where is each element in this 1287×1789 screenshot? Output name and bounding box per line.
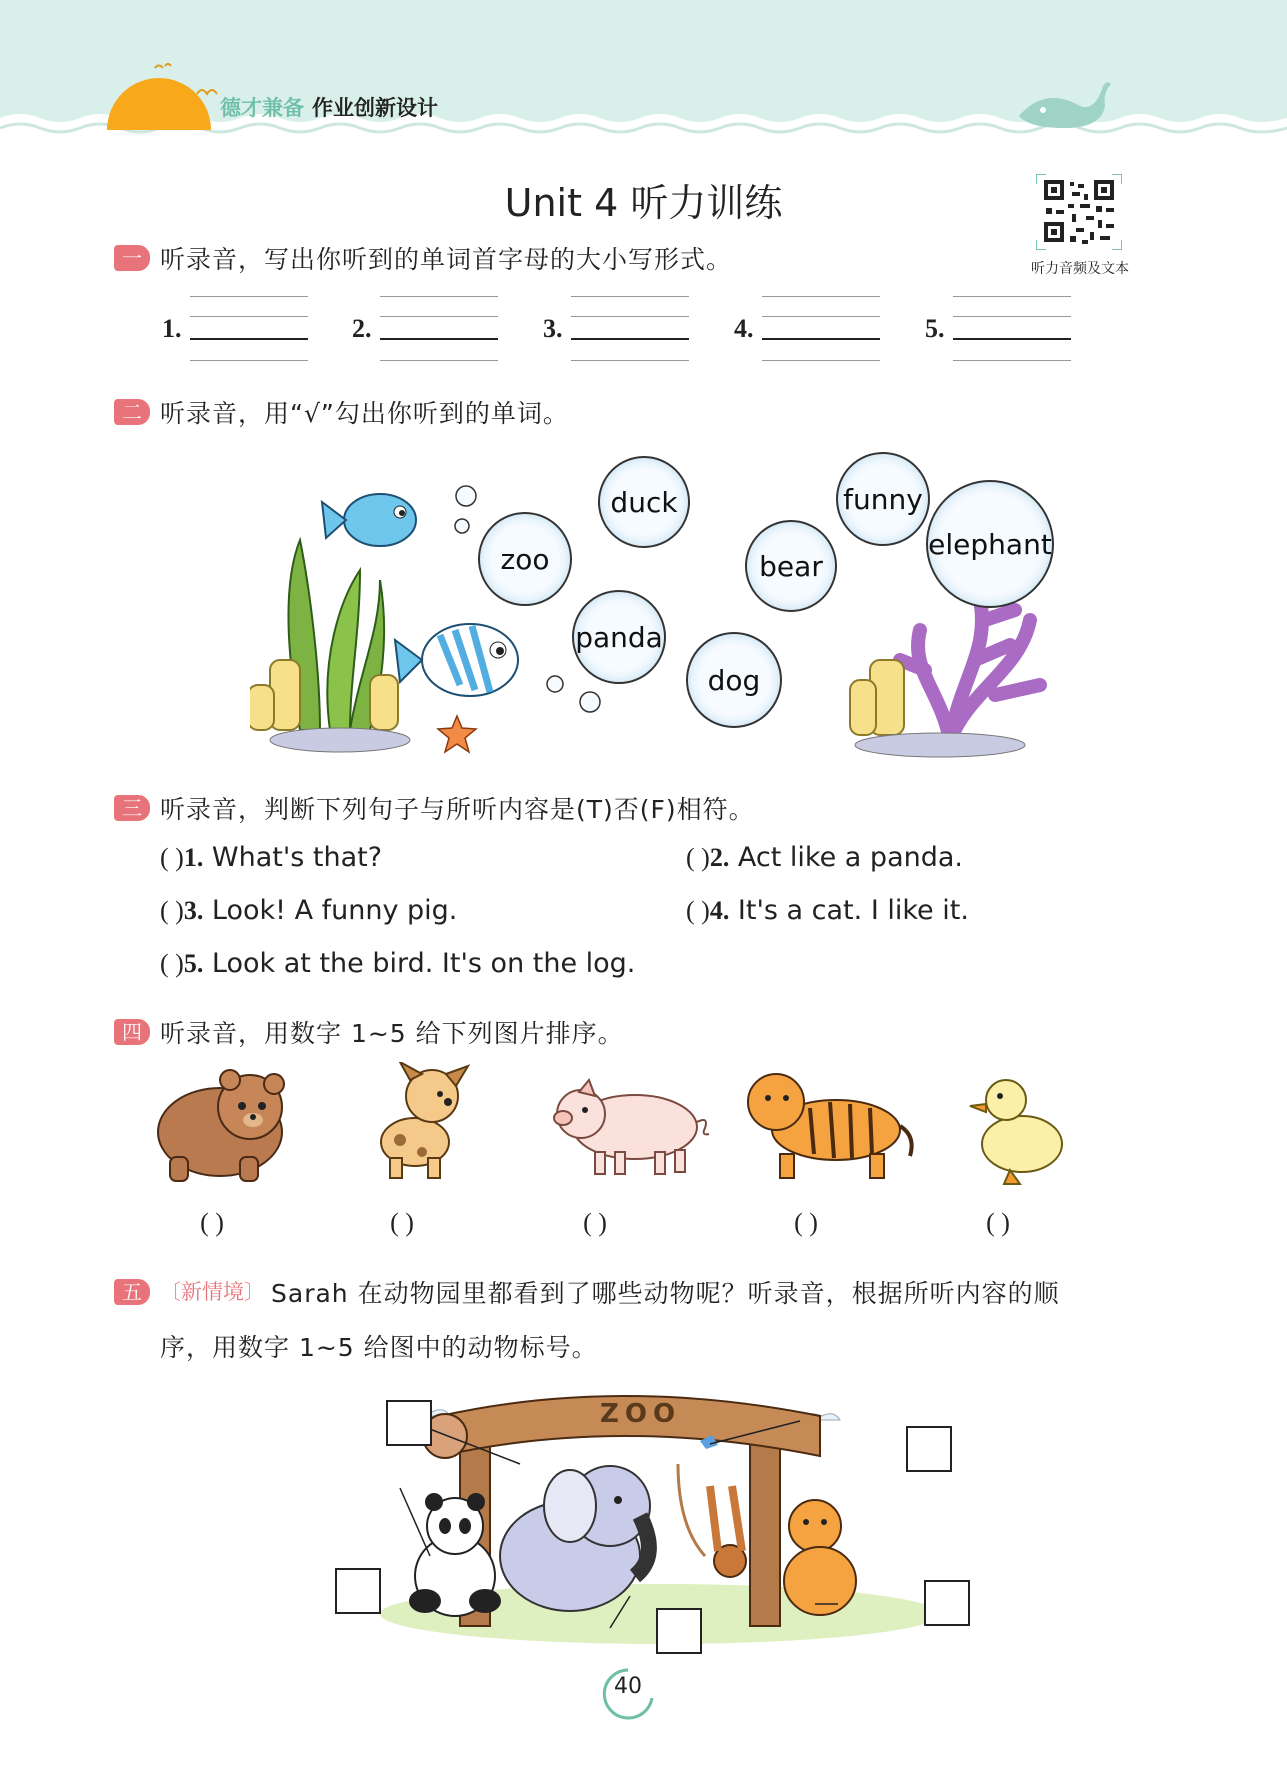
section-badge: 五 [114,1279,150,1305]
write-blank-2[interactable] [352,292,522,364]
zoo-sign: ZOO [600,1399,682,1429]
word-bubble-dog[interactable]: dog [686,632,782,728]
answer-paren[interactable]: ( ) [160,896,184,925]
word-bubble-duck[interactable]: duck [598,456,690,548]
section-1-heading [114,240,732,276]
blank-number: 5. [925,314,945,343]
fish-icon [395,624,518,696]
yellow-coral-icon [850,660,904,735]
brand-title [220,92,438,122]
bear-icon [158,1070,284,1181]
order-answer-duck[interactable]: ( ) [986,1208,1010,1237]
write-blank-3[interactable] [543,292,713,364]
write-blank-1[interactable] [162,292,332,364]
question-text: Look! A funny pig. [211,895,458,926]
word-bubble-bear[interactable]: bear [745,520,837,612]
tiger-icon [748,1074,912,1178]
dog-icon [381,1062,468,1178]
order-answer-tiger[interactable]: ( ) [794,1208,818,1237]
tiger-icon [784,1500,856,1615]
blank-number: 4. [734,314,754,343]
word-bubble-funny[interactable]: funny [836,452,930,546]
question-number: 2. [709,843,730,872]
animal-pictures [150,1062,1080,1192]
question-number: 5. [183,949,204,978]
answer-paren[interactable]: ( ) [160,843,184,872]
section-instruction-continued: 序，用数字 1~5 给图中的动物标号。 [160,1333,598,1362]
answer-paren[interactable]: ( ) [686,896,710,925]
starfish-icon [438,716,476,752]
question-number: 3. [183,896,204,925]
label-box-tiger[interactable] [924,1580,970,1626]
write-blank-5[interactable] [925,292,1095,364]
pig-icon [554,1080,709,1174]
word-bubble-elephant[interactable]: elephant [926,480,1054,608]
blank-number: 3. [543,314,563,343]
header-band [0,0,1287,150]
label-box-panda[interactable] [386,1400,432,1446]
tf-item-1 [160,842,382,873]
label-box-panda-side[interactable] [335,1568,381,1614]
page-title: Unit 4 听力训练 [504,181,783,225]
question-text: It's a cat. I like it. [737,895,969,926]
section-badge: 四 [114,1019,150,1045]
qr-caption: 听力音频及文本 [1031,261,1129,277]
page-number: 40 [614,1674,642,1699]
section-3-heading [114,790,755,826]
question-text: What's that? [211,842,383,873]
section-instruction: 听录音，用数字 1~5 给下列图片排序。 [160,1019,624,1048]
question-number: 4. [709,896,730,925]
word-bubble-zoo[interactable]: zoo [478,512,572,606]
tf-item-5 [160,948,635,979]
tf-item-4 [686,895,969,926]
section-instruction: 听录音，写出你听到的单词首字母的大小写形式。 [160,245,733,274]
brand-secondary: 作业创新设计 [312,96,438,120]
qr-code-icon[interactable] [1036,174,1122,250]
section-5-heading [114,1274,1060,1310]
answer-paren[interactable]: ( ) [686,843,710,872]
fish-icon [322,494,416,546]
blank-number: 2. [352,314,372,343]
context-tag: 〔新情境〕 [160,1280,265,1304]
order-answer-pig[interactable]: ( ) [583,1208,607,1237]
section-instruction: 听录音，用“√”勾出你听到的单词。 [160,399,569,428]
duck-icon [970,1080,1062,1184]
section-2-heading [114,394,569,430]
purple-coral-icon [900,600,1040,740]
order-answer-dog[interactable]: ( ) [390,1208,414,1237]
answer-paren[interactable]: ( ) [160,949,184,978]
question-text: Act like a panda. [737,842,963,873]
section-badge: 二 [114,399,150,425]
label-box-elephant[interactable] [656,1608,702,1654]
blank-number: 1. [162,314,182,343]
word-bubble-panda[interactable]: panda [572,590,666,684]
order-answer-bear[interactable]: ( ) [200,1208,224,1237]
section-instruction: Sarah 在动物园里都看到了哪些动物呢？听录音，根据所听内容的顺 [271,1279,1060,1308]
write-blank-4[interactable] [734,292,904,364]
question-text: Look at the bird. It's on the log. [211,948,636,979]
section-4-heading [114,1014,624,1050]
whale-icon [1015,76,1115,136]
question-number: 1. [183,843,204,872]
monkey-icon [710,1486,746,1577]
tf-item-3 [160,895,457,926]
brand-primary: 德才兼备 [220,96,304,120]
zoo-scene [360,1376,950,1656]
label-box-bird[interactable] [906,1426,952,1472]
tf-item-2 [686,842,963,873]
section-badge: 一 [114,245,150,271]
section-instruction: 听录音，判断下列句子与所听内容是(T)否(F)相符。 [160,795,755,824]
section-badge: 三 [114,795,150,821]
